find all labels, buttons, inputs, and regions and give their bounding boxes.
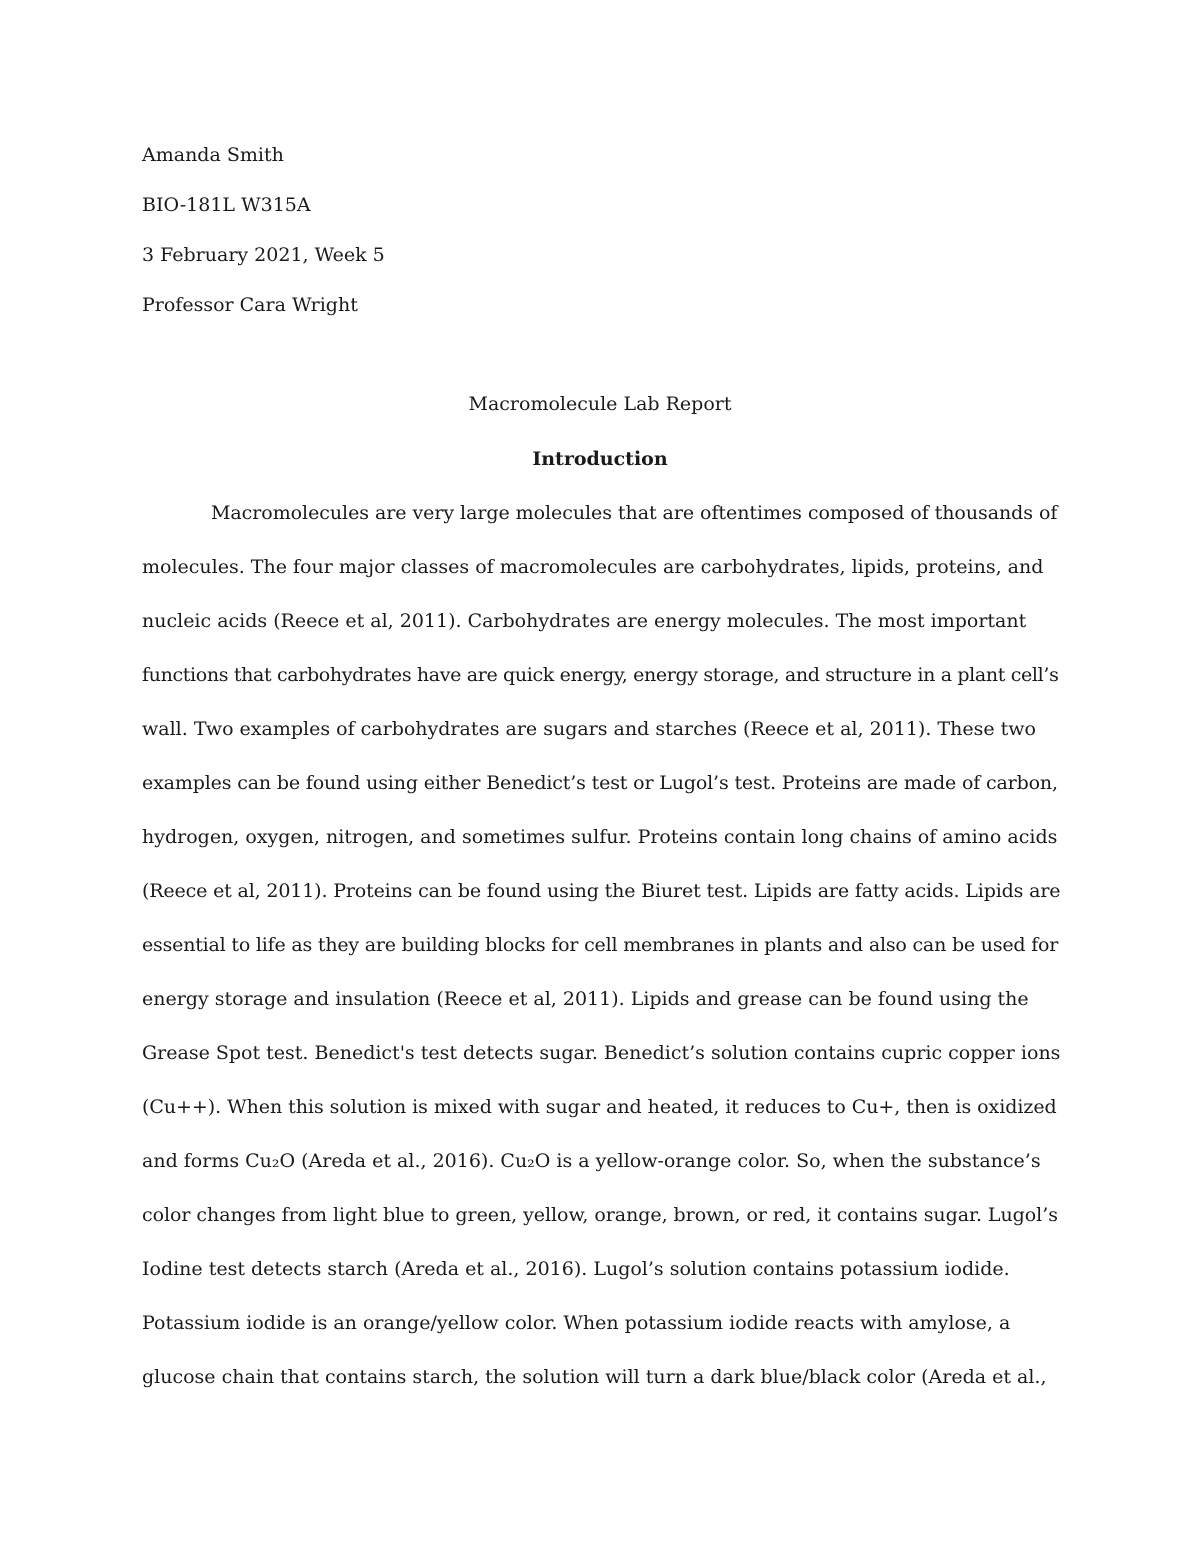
author-name: Amanda Smith [142, 144, 284, 166]
paragraph-line: Grease Spot test. Benedict's test detects sugar. Benedict’s solution contains cupric copper ions [142, 1042, 1061, 1064]
paragraph-line: molecules. The four major classes of macromolecules are carbohydrates, lipids, proteins, and [142, 556, 1044, 578]
paragraph-line: examples can be found using either Benedict’s test or Lugol’s test. Proteins are made of carbon, [142, 772, 1058, 794]
professor-name: Professor Cara Wright [142, 294, 358, 316]
paragraph-line: color changes from light blue to green, yellow, orange, brown, or red, it contains sugar. Lugol’s [142, 1204, 1058, 1226]
paragraph-line: energy storage and insulation (Reece et al, 2011). Lipids and grease can be found using the [142, 988, 1029, 1010]
paragraph-line: wall. Two examples of carbohydrates are sugars and starches (Reece et al, 2011). These two [142, 718, 1036, 740]
paragraph-line: glucose chain that contains starch, the solution will turn a dark blue/black color (Areda et al., [142, 1366, 1047, 1388]
paragraph-line: and forms Cu₂O (Areda et al., 2016). Cu₂O is a yellow-orange color. So, when the substance’s [142, 1150, 1041, 1172]
paragraph-line: functions that carbohydrates have are quick energy, energy storage, and structure in a plant cell’s [142, 664, 1059, 686]
paragraph-line: Potassium iodide is an orange/yellow color. When potassium iodide reacts with amylose, a [142, 1312, 1011, 1334]
paragraph-line: (Cu++). When this solution is mixed with sugar and heated, it reduces to Cu+, then is oxidized [142, 1096, 1057, 1118]
paragraph-line: nucleic acids (Reece et al, 2011). Carbohydrates are energy molecules. The most important [142, 610, 1027, 632]
paragraph-line: (Reece et al, 2011). Proteins can be found using the Biuret test. Lipids are fatty acids. Lipids are [142, 880, 1061, 902]
paragraph-line: Macromolecules are very large molecules that are oftentimes composed of thousands of [211, 502, 1058, 524]
section-heading-introduction: Introduction [532, 448, 668, 470]
course-code: BIO-181L W315A [142, 194, 311, 216]
paragraph-line: essential to life as they are building blocks for cell membranes in plants and also can be used for [142, 934, 1059, 956]
paragraph-line: hydrogen, oxygen, nitrogen, and sometimes sulfur. Proteins contain long chains of amino acids [142, 826, 1058, 848]
report-date: 3 February 2021, Week 5 [142, 244, 385, 266]
paragraph-line: Iodine test detects starch (Areda et al., 2016). Lugol’s solution contains potassium iodide. [142, 1258, 1010, 1280]
report-title: Macromolecule Lab Report [468, 393, 732, 415]
